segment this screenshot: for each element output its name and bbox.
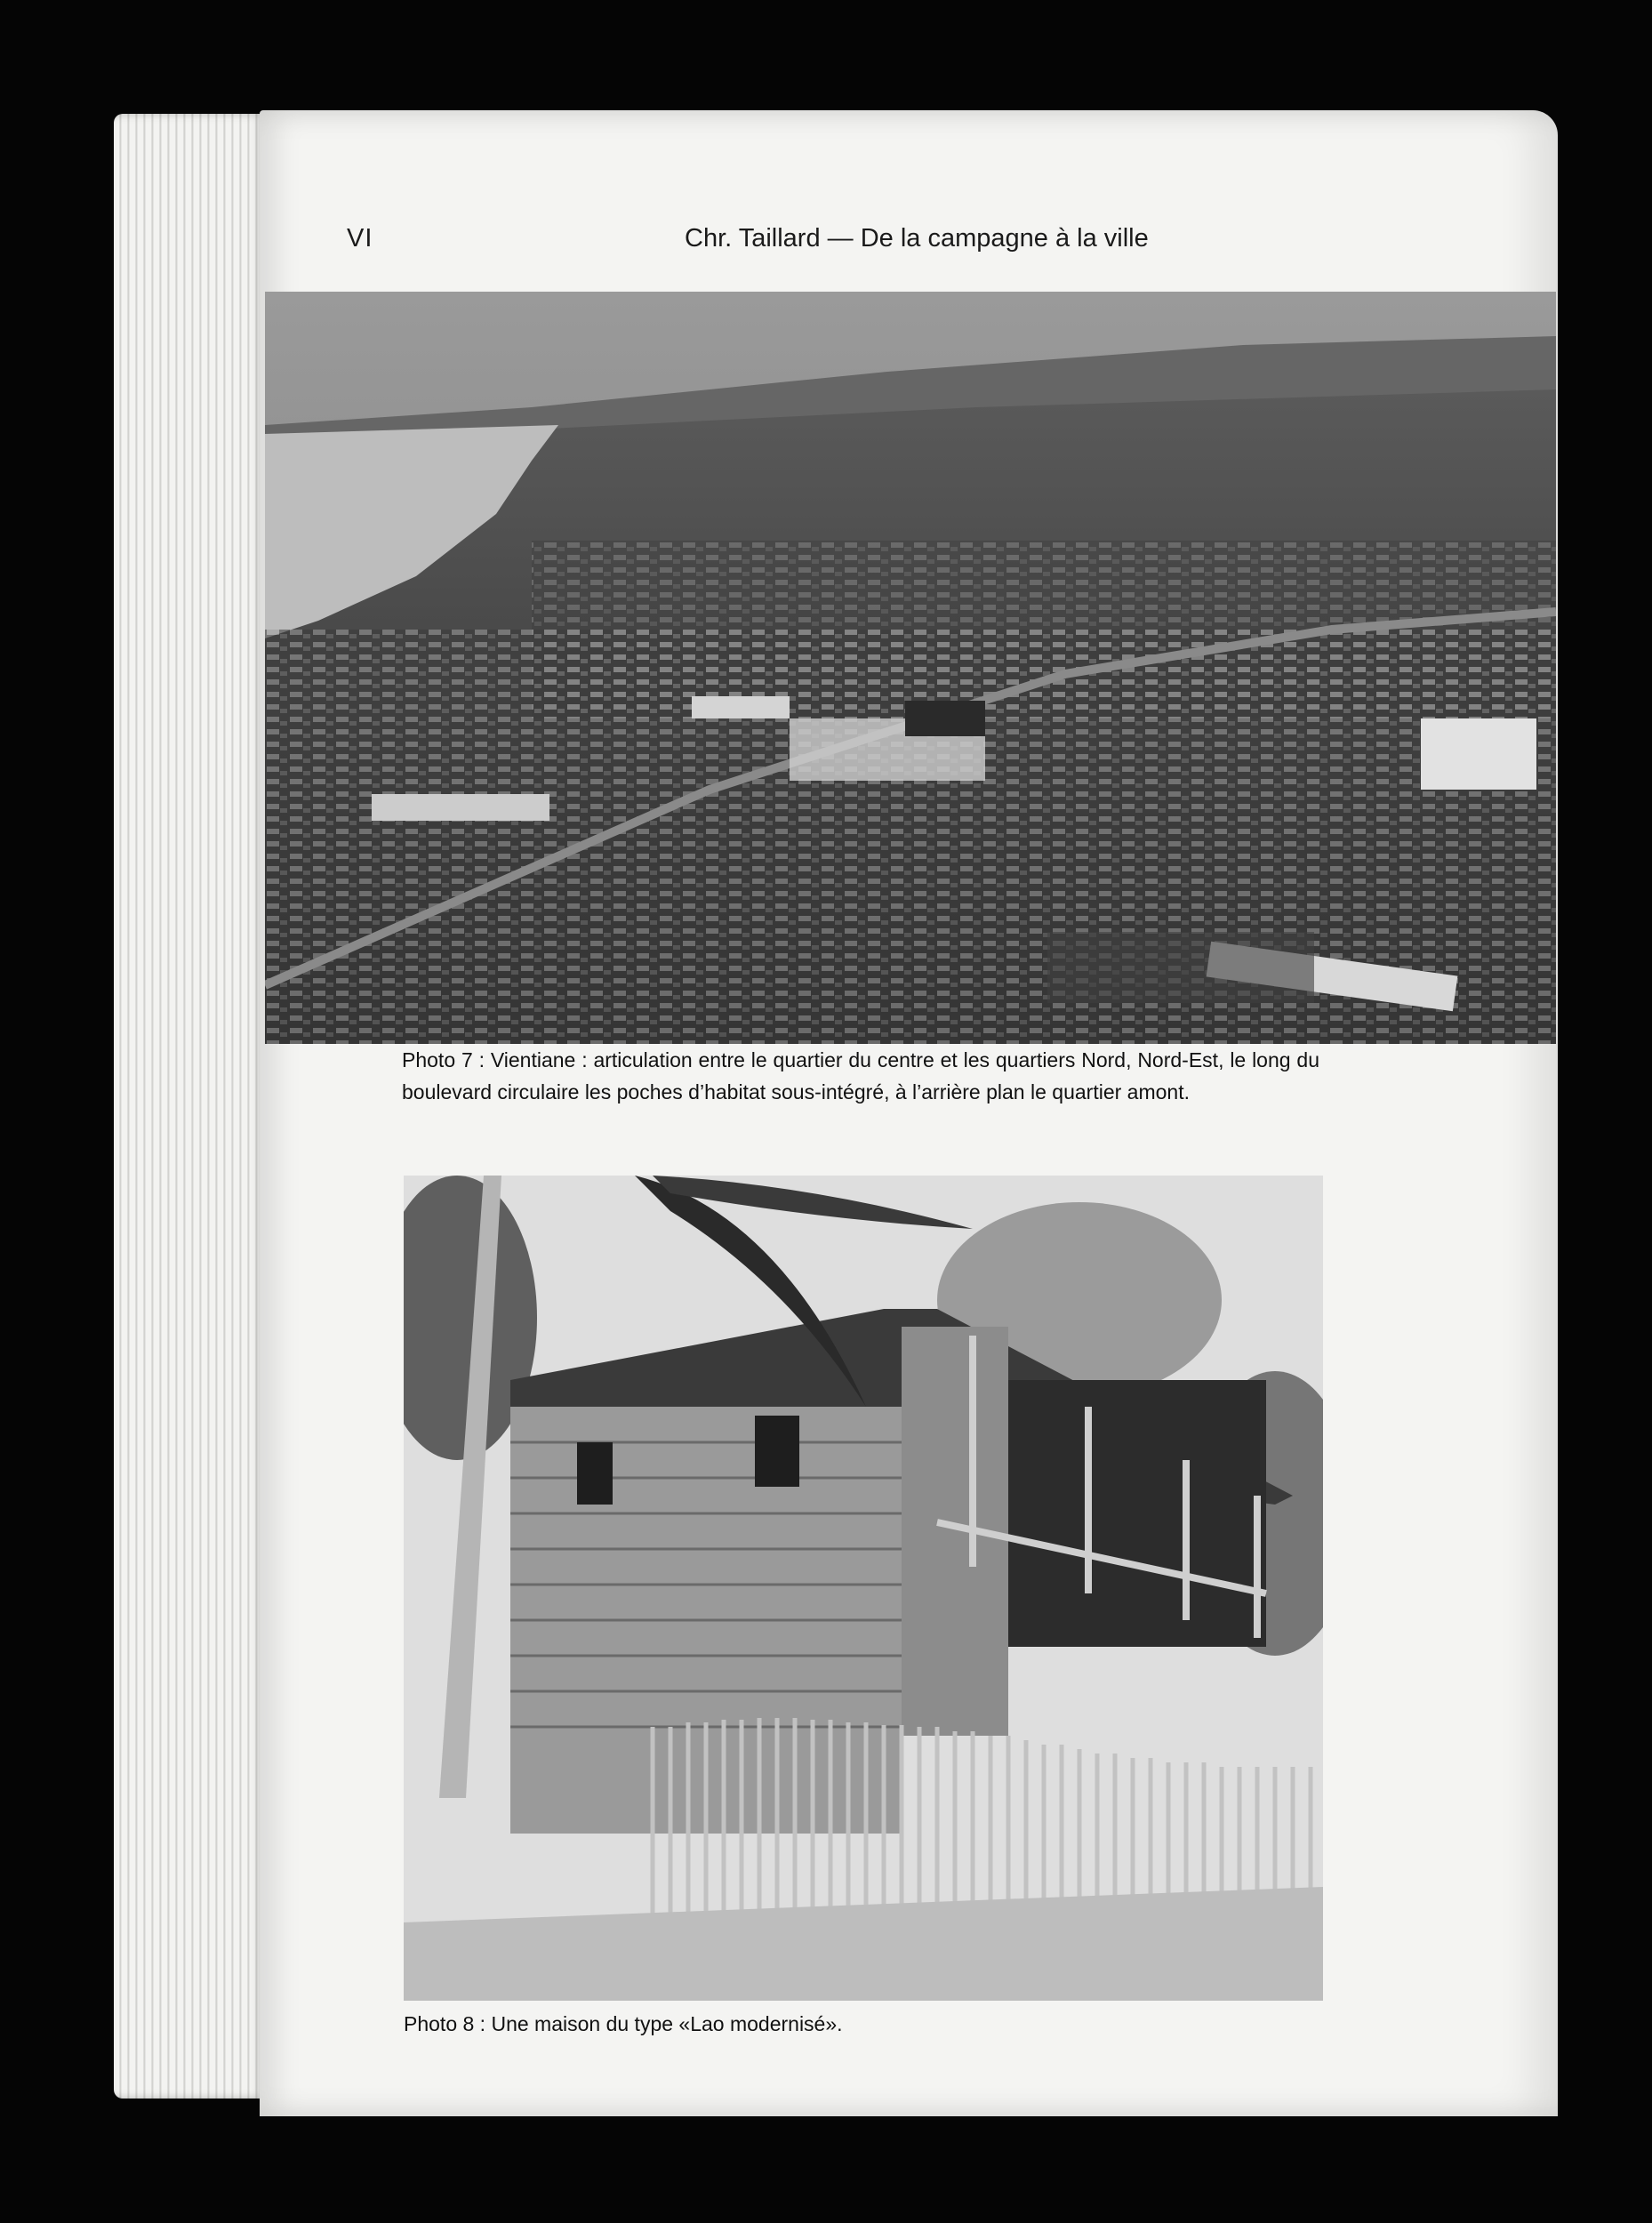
running-title: Chr. Taillard — De la campagne à la ville [685,224,1149,253]
photo-8-lao-house [404,1176,1323,2001]
photo-7-aerial-city [265,292,1556,1044]
book-page-edges [114,114,265,2099]
book-page [260,110,1558,2116]
page-number: VI [347,224,373,253]
photo-7-caption: Photo 7 : Vientiane : articulation entre le quartier du centre et les quartiers Nord, Nord-Est, le long du boulevard circulaire les poches d’habitat sous-intégré, à l’arrière plan le quartier amont. [402,1048,1319,1103]
page-header [260,224,1558,277]
photo-8-caption: Photo 8 : Une maison du type «Lao modernisé». [404,2012,843,2035]
